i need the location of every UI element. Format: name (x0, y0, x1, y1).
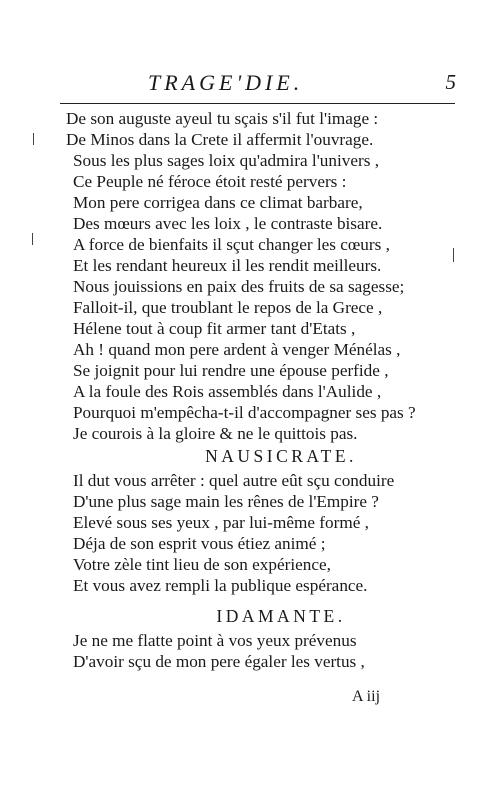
verse-line: Elevé sous ses yeux , par lui-même formé , (73, 513, 369, 532)
verse-line: Déja de son esprit vous étiez animé ; (73, 534, 326, 553)
verse-block-three (66, 630, 466, 672)
verse-line: Se joignit pour lui rendre une épouse perfide , (73, 361, 389, 380)
verse-line: Ce Peuple né féroce étoit resté pervers : (73, 172, 347, 191)
verse-line: Je courois à la gloire & ne le quittois pas. (73, 424, 358, 443)
verse-line: A la foule des Rois assemblés dans l'Aulide , (73, 382, 382, 401)
verse-line: Hélene tout à coup fit armer tant d'Etats , (73, 319, 356, 338)
verse-line: Falloit-il, que troublant le repos de la Grece , (73, 298, 383, 317)
verse-line: De son auguste ayeul tu sçais s'il fut l'image : (66, 109, 379, 128)
verse-line: Je ne me flatte point à vos yeux prévenus (73, 631, 357, 650)
verse-line: Mon pere corrigea dans ce climat barbare, (73, 193, 363, 212)
verse-line: Ah ! quand mon pere ardent à venger Ménélas , (73, 340, 401, 359)
speaker-heading-nausicrate (66, 444, 466, 468)
verse-line: Et les rendant heureux il les rendit meilleurs. (73, 256, 382, 275)
verse-line: Nous jouissions en paix des fruits de sa sagesse; (73, 277, 405, 296)
verse-line: Des mœurs avec les loix , le contraste bisare. (73, 214, 383, 233)
speaker-name: IDAMANTE. (216, 606, 346, 626)
verse-line: D'une plus sage main les rênes de l'Empire ? (73, 492, 379, 511)
verse-line: Il dut vous arrêter : quel autre eût sçu conduire (73, 471, 395, 490)
margin-mark (32, 233, 33, 245)
page-header (60, 70, 460, 100)
margin-mark (33, 133, 34, 145)
catchword-signature: A iij (352, 688, 381, 705)
margin-mark (453, 248, 454, 262)
verse-line: Votre zèle tint lieu de son expérience, (73, 555, 331, 574)
verse-block-one (66, 108, 466, 444)
verse-line: A force de bienfaits il sçut changer les cœurs , (73, 235, 390, 254)
verse-line: De Minos dans la Crete il affermit l'ouvrage. (66, 130, 374, 149)
page-number: 5 (445, 70, 456, 94)
verse-line: Sous les plus sages loix qu'admira l'univers , (73, 151, 379, 170)
verse-line: Pourquoi m'empêcha-t-il d'accompagner ses pas ? (73, 403, 416, 422)
speaker-heading-idamante (66, 604, 466, 628)
verse-line: Et vous avez rempli la publique espérance. (73, 576, 368, 595)
running-title: TRAGE'DIE. (148, 70, 304, 95)
speaker-name: NAUSICRATE. (205, 446, 357, 466)
header-rule (60, 103, 455, 104)
verse-block-two (66, 470, 466, 596)
verse-line: D'avoir sçu de mon pere égaler les vertus , (73, 652, 365, 671)
